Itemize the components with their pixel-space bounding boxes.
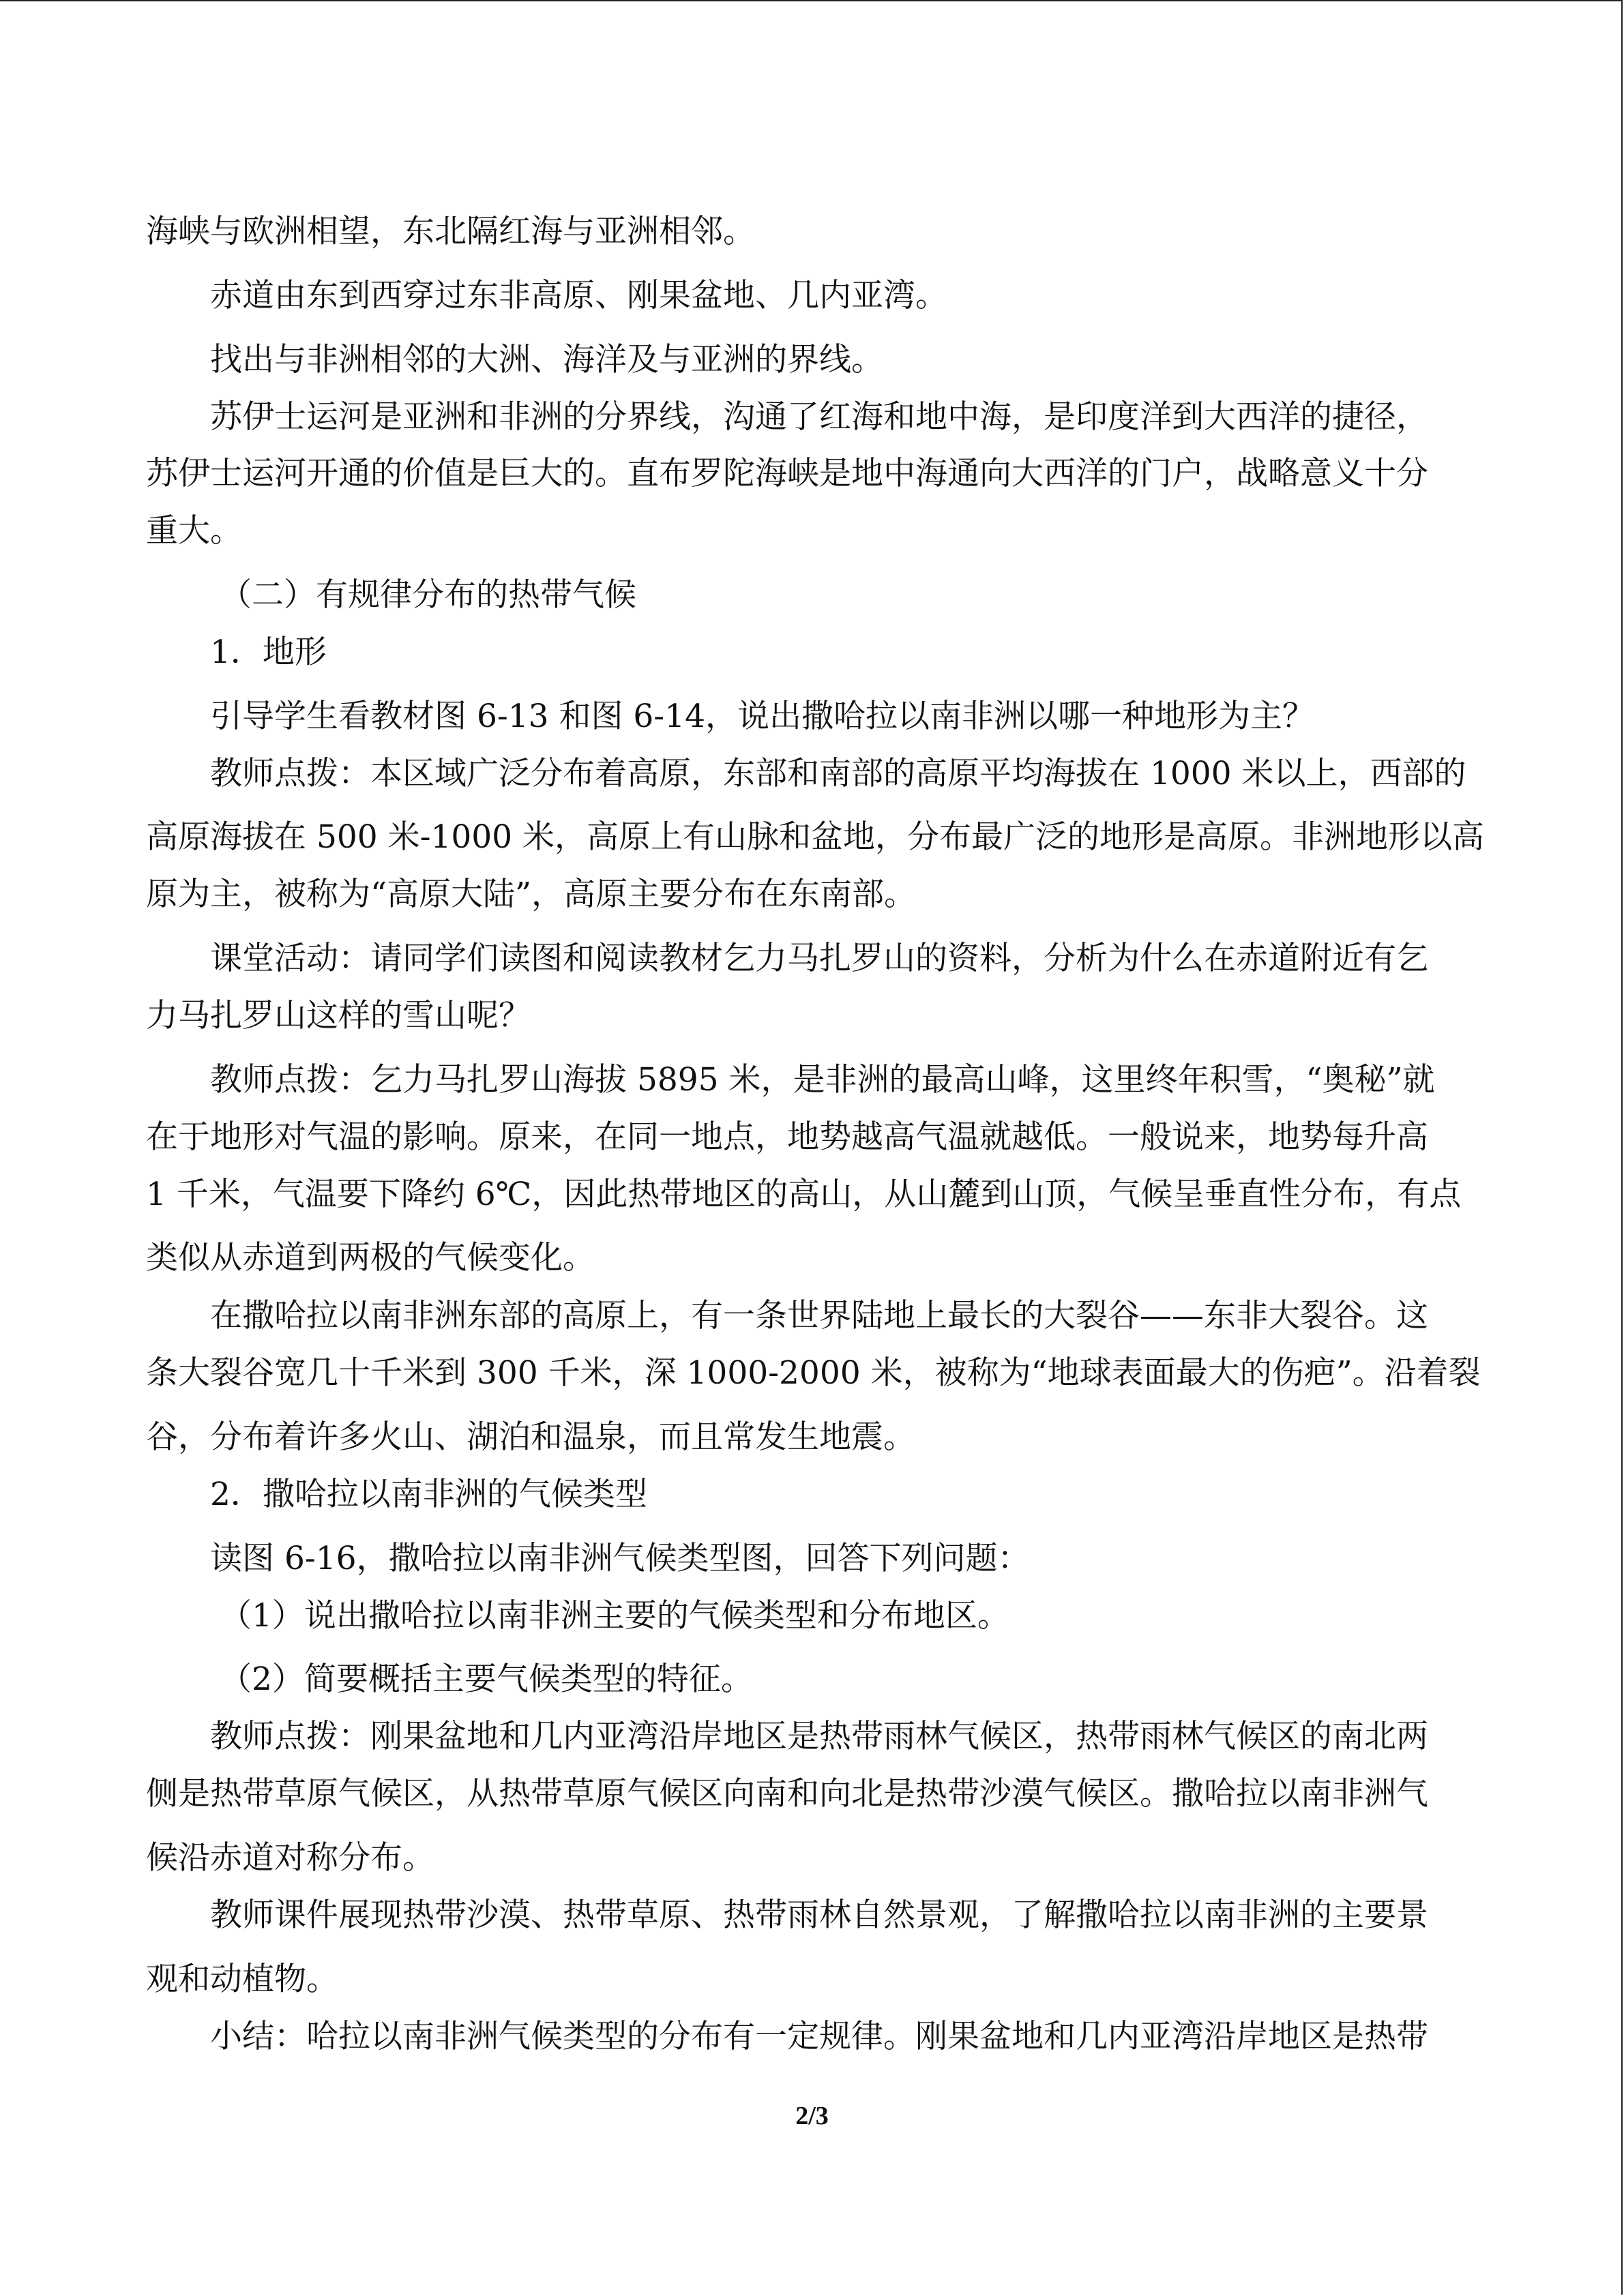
text-line: 教师课件展现热带沙漠、热带草原、热带雨林自然景观，了解撒哈拉以南非洲的主要景 <box>210 1896 1428 1934</box>
subsection-heading: 2．撒哈拉以南非洲的气候类型 <box>210 1476 647 1513</box>
text-line: 在撒哈拉以南非洲东部的高原上，有一条世界陆地上最长的大裂谷——东非大裂谷。这 <box>210 1297 1428 1335</box>
text-line: 小结：哈拉以南非洲气候类型的分布有一定规律。刚果盆地和几内亚湾沿岸地区是热带 <box>210 2018 1428 2055</box>
question-item: （1）说出撒哈拉以南非洲主要的气候类型和分布地区。 <box>220 1597 1009 1635</box>
text-line: 苏伊士运河开通的价值是巨大的。直布罗陀海峡是地中海通向大西洋的门户，战略意义十分 <box>146 455 1428 492</box>
text-line: 教师点拨：刚果盆地和几内亚湾沿岸地区是热带雨林气候区，热带雨林气候区的南北两 <box>210 1718 1428 1755</box>
text-line: 读图 6-16，撒哈拉以南非洲气候类型图，回答下列问题： <box>210 1540 1030 1577</box>
text-line: 苏伊士运河是亚洲和非洲的分界线，沟通了红海和地中海，是印度洋到大西洋的捷径， <box>210 398 1428 436</box>
text-line: 候沿赤道对称分布。 <box>146 1839 434 1877</box>
text-line: 教师点拨：乞力马扎罗山海拔 5895 米，是非洲的最高山峰，这里终年积雪，“奥秘”就 <box>210 1061 1435 1099</box>
text-line: 条大裂谷宽几十千米到 300 千米，深 1000-2000 米，被称为“地球表面最大的伤疤”。沿着裂 <box>146 1354 1481 1392</box>
subsection-heading: 1．地形 <box>210 633 327 671</box>
text-line: 找出与非洲相邻的大洲、海洋及与亚洲的界线。 <box>210 341 883 378</box>
text-line: 引导学生看教材图 6-13 和图 6-14，说出撒哈拉以南非洲以哪一种地形为主？ <box>210 698 1314 735</box>
text-line: 观和动植物。 <box>146 1960 338 1998</box>
text-line: 教师点拨：本区域广泛分布着高原，东部和南部的高原平均海拔在 1000 米以上，西部的 <box>210 755 1466 792</box>
text-line: 海峡与欧洲相望，东北隔红海与亚洲相邻。 <box>146 213 755 250</box>
text-line: 重大。 <box>146 512 242 550</box>
text-line: 1 千米，气温要下降约 6℃，因此热带地区的高山，从山麓到山顶，气候呈垂直性分布，有点 <box>146 1176 1462 1213</box>
text-line: 力马扎罗山这样的雪山呢？ <box>146 997 531 1034</box>
text-line: 原为主，被称为“高原大陆”，高原主要分布在东南部。 <box>146 876 917 913</box>
text-line: 类似从赤道到两极的气候变化。 <box>146 1239 595 1277</box>
text-line: 侧是热带草原气候区，从热带草原气候区向南和向北是热带沙漠气候区。撒哈拉以南非洲气 <box>146 1775 1428 1813</box>
question-item: （2）简要概括主要气候类型的特征。 <box>220 1660 753 1698</box>
text-line: 高原海拔在 500 米-1000 米，高原上有山脉和盆地，分布最广泛的地形是高原。非洲地形以高 <box>146 818 1485 856</box>
text-line: 课堂活动：请同学们读图和阅读教材乞力马扎罗山的资料，分析为什么在赤道附近有乞 <box>210 940 1428 977</box>
text-line: 谷，分布着许多火山、湖泊和温泉，而且常发生地震。 <box>146 1418 915 1456</box>
page-number: 2/3 <box>795 2102 829 2130</box>
text-line: 在于地形对气温的影响。原来，在同一地点，地势越高气温就越低。一般说来，地势每升高 <box>146 1118 1428 1156</box>
section-heading: （二）有规律分布的热带气候 <box>220 576 636 614</box>
text-line: 赤道由东到西穿过东非高原、刚果盆地、几内亚湾。 <box>210 277 947 314</box>
